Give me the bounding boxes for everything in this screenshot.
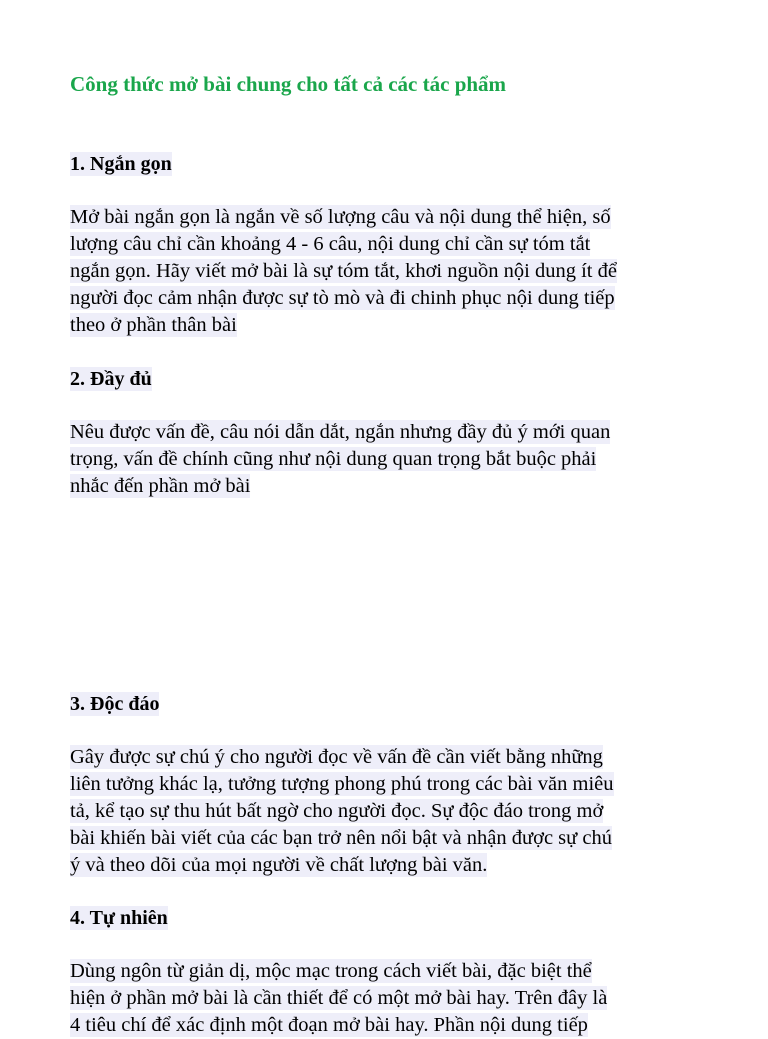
section-paragraph-2 <box>70 419 710 500</box>
section-paragraph-1 <box>70 204 710 339</box>
paragraph-line: trọng, vấn đề chính cũng như nội dung quan trọng bắt buộc phải <box>70 448 597 470</box>
paragraph-line: tả, kể tạo sự thu hút bất ngờ cho người đọc. Sự độc đáo trong mở <box>70 800 604 822</box>
paragraph-line: theo ở phần thân bài <box>70 314 237 336</box>
paragraph-line: ngắn gọn. Hãy viết mở bài là sự tóm tắt, khơi nguồn nội dung ít để <box>70 260 617 282</box>
section-heading-1: 1. Ngắn gọn <box>70 153 172 175</box>
paragraph-line: người đọc cảm nhận được sự tò mò và đi chinh phục nội dung tiếp <box>70 287 615 309</box>
section-heading-2: 2. Đầy đủ <box>70 368 152 390</box>
paragraph-line: bài khiến bài viết của các bạn trở nên nổi bật và nhận được sự chú <box>70 827 612 849</box>
paragraph-line: Mở bài ngắn gọn là ngắn về số lượng câu và nội dung thể hiện, số <box>70 206 611 228</box>
section-heading-4: 4. Tự nhiên <box>70 907 168 929</box>
paragraph-line: Nêu được vấn đề, câu nói dẫn dắt, ngắn nhưng đầy đủ ý mới quan <box>70 421 611 443</box>
paragraph-line: liên tưởng khác lạ, tưởng tượng phong phú trong các bài văn miêu <box>70 773 614 795</box>
section-paragraph-3 <box>70 744 710 879</box>
paragraph-line: 4 tiêu chí để xác định một đoạn mở bài hay. Phần nội dung tiếp <box>70 1014 588 1036</box>
paragraph-line: hiện ở phần mở bài là cần thiết để có một mở bài hay. Trên đây là <box>70 987 608 1009</box>
paragraph-line: Dùng ngôn từ giản dị, mộc mạc trong cách viết bài, đặc biệt thể <box>70 960 592 982</box>
paragraph-line: Gây được sự chú ý cho người đọc về vấn đề cần viết bằng những <box>70 746 603 768</box>
section-paragraph-4 <box>70 958 710 1039</box>
section-heading-3: 3. Độc đáo <box>70 693 160 715</box>
paragraph-line: ý và theo dõi của mọi người về chất lượng bài văn. <box>70 854 488 876</box>
paragraph-line: nhắc đến phần mở bài <box>70 475 251 497</box>
document-title: Công thức mở bài chung cho tất cả các tác phẩm <box>70 72 507 96</box>
paragraph-line: lượng câu chỉ cần khoảng 4 - 6 câu, nội dung chỉ cần sự tóm tắt <box>70 233 591 255</box>
